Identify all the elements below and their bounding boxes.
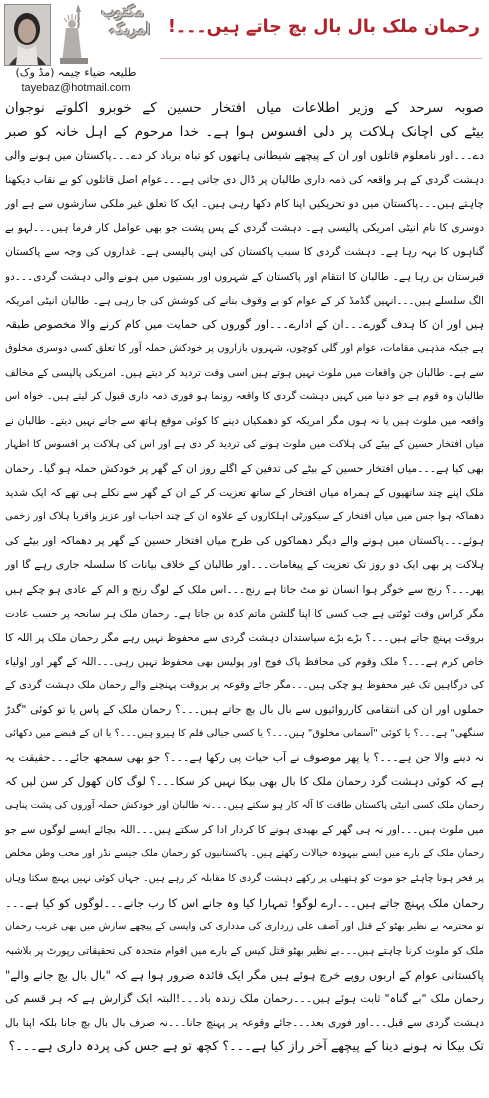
article-line: دہشت گردی سے قبل۔۔۔اور فوری بعد۔۔۔جائے وقوعہ پر پہنچ جانا۔۔۔نہ صرف بال بال بچ جانا بلکہ اپنا بال: [5, 1016, 484, 1029]
article-line: رحمان ملک "بے گناہ" ثابت ہوئے ہیں۔۔۔رحمان ملک زندہ باد۔۔۔!البتہ ایک گزارش ہے کہ ہر قسم کی: [5, 991, 484, 1005]
article-line: نہ دینے والا جن ہے۔۔۔؟ یا پھر موصوف نے آب حیات پی رکھا ہے۔۔۔؟ جو بھی سمجھ جائے۔۔۔حقیقت یہ: [5, 751, 484, 765]
article-line: بیٹے کی اچانک ہلاکت پر دلی افسوس ہوا ہے۔ خدا مرحوم کے اہل خانہ کو صبر: [5, 124, 484, 141]
article-line: مگر کراس وقت ٹوٹتی ہے جب کسی کا اپنا گلشن ماتم کدہ بن جاتا ہے۔ رحمان ملک ہر سانحہ پر حسب عادت: [5, 607, 484, 620]
article-line: سے ہے۔ طالبان جن واقعات میں ملوث نہیں ہوتے ہیں اسی وقت تردید کر دیتے ہیں۔ امریکی پالیسی کے مخالف: [5, 366, 484, 379]
article-body: [5, 96, 484, 1092]
logo-title-line1: مکتوب: [101, 2, 144, 20]
article-line: تک بیکا نہ ہونے دینا کے پیچھے آخر راز کیا ہے۔۔۔؟ کچھ تو ہے جس کی پردہ داری ہے۔۔۔؟: [8, 1039, 484, 1055]
article-line: ہے جبکہ مذہبی مقامات، عوام اور گلی کوچوں، شہروں بازاروں پر خودکش حملہ آور کا تعلق کسی دوسری مخلوق: [5, 342, 484, 354]
article-line: واقعہ میں ملوث ہیں یا نہ ہوں مگر امریکہ کو دھمکیاں دینے کا کوئی موقع ہاتھ سے جانے نہیں دیتے۔ طالبان نے: [5, 415, 484, 428]
article-line: رحمان ملک کسی انیٹی پاکستان طاقت کا آلہ کار ہو سکتے ہیں۔۔۔نہ طالبان اور خودکش حملہ آوروں کی پشت پناہی: [5, 800, 484, 812]
article-line: سنگھی" ہے۔۔۔؟ یا کوئی "آسمانی مخلوق" ہیں۔۔۔؟ یا کسی جیالی فلم کا ہیرو ہیں۔۔۔؟ یا ان کے قبضے میں دکھائی: [5, 728, 484, 740]
article-line: ہوئے۔۔۔پاکستان میں ہونے والے دیگر دھماکوں کی طرح میاں افتخار حسین کے گھر پر دھماکہ اور بیٹے کی: [5, 534, 484, 548]
author-portrait-image: [5, 5, 50, 65]
column-header: [0, 0, 489, 100]
article-line: دھماکہ ہوا جس میں میاں افتخار کے سیکورٹی اہلکاروں کے علاوہ ان کے چند احباب اور عزیز واقربا ہلاک اور زخمی: [5, 511, 484, 523]
column-logo: [50, 2, 150, 64]
article-line: چاہتے ہیں۔۔۔پاکستان میں دو تحریکیں اپنا کام دکھا رہی ہیں۔ ایک کا تعلق غیر ملکی سازشوں سے ہے اور: [5, 197, 484, 211]
article-line: قبرستان بن رہا ہے۔ طالبان کا انتقام اور پاکستان کے شہروں اور بستیوں میں ہونے والی دہشت گردی۔۔۔دو: [5, 270, 484, 283]
article-line: دہشت گردی کے ہر واقعہ کی ذمہ داری طالبان پر ڈال دی جاتی ہے۔۔۔عوام اصل قاتلوں کو بے نقاب دیکھنا: [5, 173, 484, 187]
article-line: تو محترمہ بے نظیر بھٹو کے قتل اور آصف علی زرداری کی مدداری کی واپسی کے پیچھے سازش میں بھی غریب رحمان: [5, 920, 484, 932]
article-line: طالبان وہ قوم ہے جو دنیا میں کہیں دہشت گردی کا واقعہ رونما ہو فوری ذمہ داری قبول کر لیتے ہیں۔ خواہ اس: [5, 390, 484, 402]
author-name: طلیعہ ضیاء چیمہ (مڈ وک): [15, 66, 137, 79]
article-line: گناہوں کا بہہ رہا ہے۔ دہشت گردی کا سبب پاکستان کی اپنی پالیسی ہے۔ غداروں کی وجہ سے پاکستان: [5, 245, 484, 259]
article-line: رحمان ملک کے بارے میں ایسے بیہودہ خیالات رکھتے ہیں۔ پاکستانیوں کو رحمان ملک جیسے نڈر اور محب وطن مخلص: [5, 848, 484, 860]
author-photo: [4, 4, 51, 66]
logo-title-line2: امریکہ: [108, 20, 150, 38]
article-line: ہیں اور ان کا ہدف گورے۔۔۔ان کے ادارے۔۔۔اور گوروں کی حمایت میں کام کرنے والا مخصوص طبقہ: [5, 317, 484, 331]
article-line: الگ سلسلے ہیں۔۔۔انہیں گڈمڈ کر کے عوام کو بے وقوف بنانے کی کوشش کی جا رہی ہے۔ طالبان انیٹی امریکہ: [5, 294, 484, 307]
article-line: بھی کیا ہے۔۔۔میاں افتخار حسین کے بیٹے کی تدفین کے اگلے روز ان کے گھر پر خودکش حملہ ہو گیا۔ رحمان: [5, 462, 484, 476]
article-line: دے۔۔۔اور نامعلوم قاتلوں اور ان کے پیچھے شیطانی ہاتھوں کو تباہ برباد کر دے۔۔۔پاکستان میں ہونے والی: [5, 149, 484, 163]
article-line: پر فخر ہونا چاہئے جو موت کو ہتھیلی پر رکھے دہشت گردی کا مقابلہ کر رہے ہیں۔ جہاں کوئی نہیں پہنچ سکتا وہاں: [5, 872, 484, 884]
article-line: کی درگاہیں تک غیر محفوظ ہو چکی ہیں۔۔۔مگر جائے وقوعہ پر بروقت پہنچنے والے رحمان ملک دہشت گردی کے: [5, 679, 484, 691]
article-line: پھر۔۔۔؟ رنج سے خوگر ہوا انسان تو مٹ جاتا ہے رنج۔۔۔اس ملک کے لوگ رنج و الم کے عادی ہو چکے ہیں: [5, 582, 484, 596]
article-line: خاص کرم ہے۔۔۔؟ ملک وقوم کی محافظ پاک فوج اور پولیس بھی محفوظ نہیں رہی۔۔۔اللہ کے گھر اور اولیاء: [5, 655, 484, 668]
article-line: بروقت پہنچ جاتے ہیں۔۔۔؟ بڑے بڑے سیاستدان دہشت گردی سے محفوظ نہیں رہے مگر رحمان ملک پر اللہ کا: [5, 631, 484, 644]
article-line: میں ملوث ہیں۔۔۔اور نہ ہی گھر کے بھیدی ہونے کا کردار ادا کر سکتے ہیں۔۔۔اللہ بچائے ایسے لوگوں سے جو: [5, 824, 484, 837]
article-line: دوسری کا نام انیٹی امریکی پالیسی ہے۔ دہشت گردی کے پس پشت جو بھی عوامل کار فرما ہیں۔۔۔لہو بے: [5, 222, 484, 235]
article-line: صوبہ سرحد کے وزیر اطلاعات میاں افتخار حسین کے خوبرو اکلوتے نوجوان: [5, 100, 484, 116]
article-line: ہے کہ کوئی دہشت گرد رحمان ملک کا بال بھی بیکا نہیں کر سکا۔۔۔؟ لوگ کان کھول کر سن لیں کہ: [5, 775, 484, 789]
article-line: حملوں اور ان کی انتقامی کارروائیوں سے بال بال بچ جاتے ہیں۔۔۔؟ رحمان ملک کے پاس یا تو کوئی "گدڑ: [5, 702, 484, 716]
article-line: پاکستانی عوام کے اربوں روپے خرچ ہوئے ہیں مگر ایک فائدہ ضرور ہوا ہے کہ "بال بال بچ جانے والے": [5, 967, 484, 982]
article-line: ملک اپنے چند ساتھیوں کے ہمراہ میاں افتخار کے ساتھ تعزیت کر کے ان کے گھر سے نکلے ہی تھے کہ ایک شدید: [5, 487, 484, 500]
article-line: ہلاکت پر بھی ایک دو روز تک تعزیت کے پیغامات۔۔۔اور طالبان کے خلاف بیانات کا سلسلہ جاری رہے گا اور: [5, 558, 484, 572]
article-line: میاں افتخار حسین کے بیٹے کی ہلاکت میں ملوث ہونے کی تردید کر دی ہے اور اس کی ہلاکت پر افسوس کا اظہار: [5, 439, 484, 451]
article-headline: رحمان ملک بال بال بچ جاتے ہیں۔۔۔!: [167, 17, 480, 37]
author-email: tayebaz@hotmail.com: [21, 82, 131, 94]
article-line: ملک کو ملوث کرنا چاہتے ہیں۔۔۔بے نظیر بھٹو قتل کیس کے بارے میں اقوام متحدہ کی تحقیقاتی رپورٹ پر بلاشبہ: [5, 944, 484, 957]
headline-divider: [160, 58, 482, 59]
statue-of-liberty-icon: [58, 2, 92, 64]
article-line: رحمان ملک پہنچ جاتے ہیں۔۔۔ارے لوگو! تمہارا کیا وہ جانے اس کا رب جانے۔۔۔لوگوں کو کیا ہے۔۔۔: [5, 895, 484, 910]
